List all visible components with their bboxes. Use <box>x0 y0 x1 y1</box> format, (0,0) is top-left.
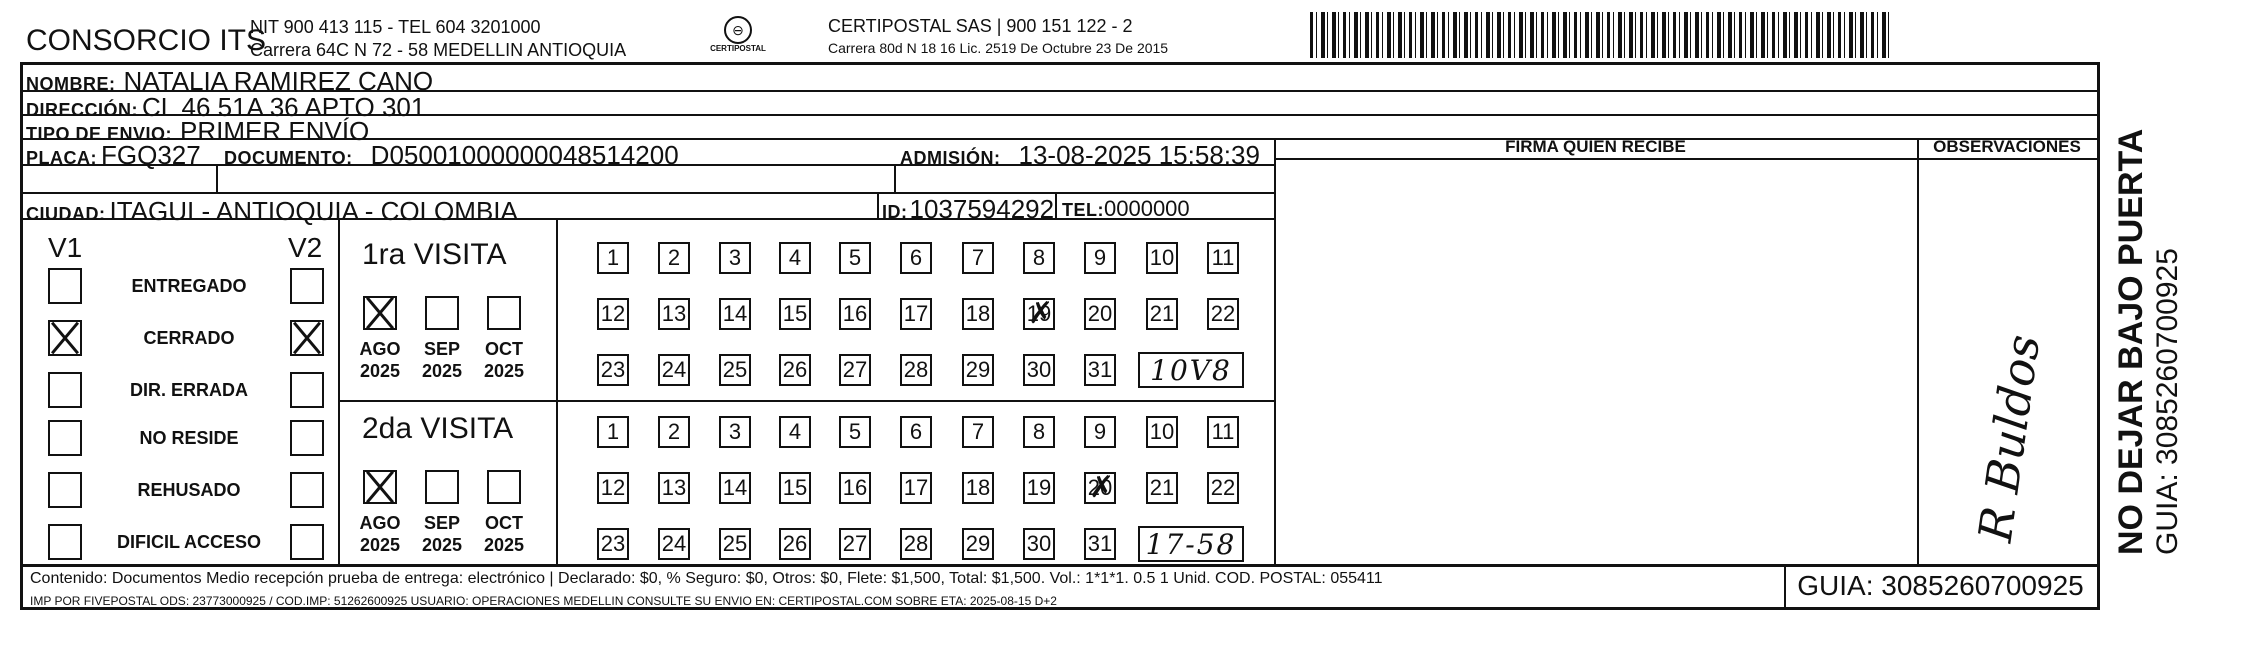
city-value: ITAGUI - ANTIOQUIA - COLOMBIA <box>109 196 518 226</box>
admission-value: 13-08-2025 15:58:39 <box>1018 140 1260 170</box>
year-label: 2025 <box>483 361 525 381</box>
v2-checkbox-2[interactable] <box>290 320 324 356</box>
reason-label: CERRADO <box>143 328 235 348</box>
month-label: OCT <box>485 513 523 533</box>
day-box[interactable]: 1 <box>597 242 629 274</box>
handwritten-time: 17-58 <box>1138 526 1244 562</box>
nit-line: NIT 900 413 115 - TEL 604 3201000 <box>250 17 541 37</box>
month-label: AGO <box>359 513 401 533</box>
id-label: ID: <box>882 202 908 222</box>
day-box[interactable]: 28 <box>900 528 932 560</box>
day-box[interactable]: 19 <box>1023 472 1055 504</box>
day-box[interactable]: 5 <box>839 242 871 274</box>
day-box[interactable]: 8 <box>1023 242 1055 274</box>
day-box[interactable]: 30 <box>1023 354 1055 386</box>
day-box[interactable]: 2 <box>658 242 690 274</box>
reason-label: DIFICIL ACCESO <box>116 532 261 552</box>
v1-checkbox-4[interactable] <box>48 420 82 456</box>
id-value: 1037594292 <box>909 194 1055 224</box>
day-box[interactable]: 24 <box>658 354 690 386</box>
observations-header: OBSERVACIONES <box>1933 137 2081 156</box>
company-name: CONSORCIO ITS <box>26 24 267 57</box>
v2-checkbox-1[interactable] <box>290 268 324 304</box>
day-box[interactable]: 30 <box>1023 528 1055 560</box>
day-box[interactable]: 26 <box>779 528 811 560</box>
visit-title: 1ra VISITA <box>362 238 507 271</box>
day-box[interactable]: 31 <box>1084 354 1116 386</box>
day-box[interactable]: 16 <box>839 298 871 330</box>
day-box[interactable]: 4 <box>779 242 811 274</box>
v1-checkbox-2[interactable] <box>48 320 82 356</box>
day-box[interactable]: 1 <box>597 416 629 448</box>
year-label: 2025 <box>359 361 401 381</box>
v2-checkbox-4[interactable] <box>290 420 324 456</box>
v1-label: V1 <box>48 232 83 263</box>
month-year-label <box>474 512 534 556</box>
day-box[interactable]: 18 <box>962 298 994 330</box>
plate-value: FGQ327 <box>101 140 201 170</box>
v1-checkbox-1[interactable] <box>48 268 82 304</box>
visit-title: 2da VISITA <box>362 412 514 445</box>
reason-label: NO RESIDE <box>139 428 239 448</box>
day-box[interactable]: 11 <box>1207 242 1239 274</box>
tel-row <box>1062 196 1190 222</box>
side-guide: GUIA: 3085260700925 <box>2151 248 2184 555</box>
admission-row <box>900 140 1260 171</box>
year-label: 2025 <box>483 535 525 555</box>
imp-line: IMP POR FIVEPOSTAL ODS: 23773000925 / COD.IMP: 51262600925 USUARIO: OPERACIONES MEDELLIN CONSULTE SU ENVIO EN: CERTIPOSTAL.COM SOBRE ETA: 2025-08-15 D+2 <box>30 594 1057 608</box>
handwritten-time: 10V8 <box>1138 352 1244 388</box>
month-year-label <box>412 512 472 556</box>
day-box[interactable]: 19 ✗ <box>1023 298 1055 330</box>
day-box[interactable]: 26 <box>779 354 811 386</box>
side-instruction: NO DEJAR BAJO PUERTA <box>2112 128 2150 555</box>
year-label: 2025 <box>421 535 463 555</box>
address-label: DIRECCIÓN: <box>26 100 138 120</box>
v2-label: V2 <box>288 232 323 263</box>
shipping-type-label: TIPO DE ENVIO: <box>26 124 173 144</box>
day-box[interactable]: 24 <box>658 528 690 560</box>
day-box[interactable]: 9 <box>1084 416 1116 448</box>
day-box[interactable]: 17 <box>900 298 932 330</box>
v2-checkbox-6[interactable] <box>290 524 324 560</box>
day-box[interactable]: 12 <box>597 298 629 330</box>
day-box[interactable]: 3 <box>719 242 751 274</box>
day-box[interactable]: 10 <box>1146 242 1178 274</box>
handwritten-signature: R Buldos <box>1967 331 2051 546</box>
day-box[interactable]: 5 <box>839 416 871 448</box>
month-label: SEP <box>423 339 461 359</box>
day-box[interactable]: 15 <box>779 472 811 504</box>
day-box[interactable]: 25 <box>719 528 751 560</box>
day-box[interactable]: 10 <box>1146 416 1178 448</box>
month-checkbox[interactable] <box>363 470 397 504</box>
reason-label: ENTREGADO <box>131 276 247 296</box>
recipient-name: NATALIA RAMIREZ CANO <box>123 66 434 96</box>
logo-seal-icon: ⊖ <box>724 16 752 44</box>
day-box[interactable]: 16 <box>839 472 871 504</box>
month-year-label <box>350 512 410 556</box>
day-box[interactable]: 28 <box>900 354 932 386</box>
day-box[interactable]: 18 <box>962 472 994 504</box>
day-box[interactable]: 6 <box>900 416 932 448</box>
company-address: Carrera 64C N 72 - 58 MEDELLIN ANTIOQUIA <box>250 40 627 60</box>
month-label: SEP <box>423 513 461 533</box>
day-box[interactable]: 7 <box>962 242 994 274</box>
day-box[interactable]: 29 <box>962 528 994 560</box>
day-box[interactable]: 20 <box>1084 298 1116 330</box>
document-row <box>224 140 679 171</box>
month-checkbox[interactable] <box>487 470 521 504</box>
day-box[interactable]: 6 <box>900 242 932 274</box>
plate-row <box>26 140 201 171</box>
id-row <box>882 194 1054 225</box>
day-box[interactable]: 27 <box>839 528 871 560</box>
content-line: Contenido: Documentos Medio recepción prueba de entrega: electrónico | Declarado: $0, % Seguro: $0, Otros: $0, Flete: $1,500, Total: $1,500. Vol.: 1*1*1. 0.5 1 Unid. COD. POSTAL: 055411 <box>30 570 1383 587</box>
day-box[interactable]: 11 <box>1207 416 1239 448</box>
logo-text: CERTIPOSTAL <box>710 44 766 53</box>
day-box[interactable]: 23 <box>597 354 629 386</box>
month-checkbox[interactable] <box>487 296 521 330</box>
day-box[interactable]: 20 ✗ <box>1084 472 1116 504</box>
day-box[interactable]: 13 <box>658 298 690 330</box>
recipient-address: CL 46 51A 36 APTO 301 <box>142 92 426 122</box>
footer-guide: GUIA: 3085260700925 <box>1797 570 2084 601</box>
certipostal-logo <box>706 16 770 53</box>
month-checkbox[interactable] <box>363 296 397 330</box>
document-value: D05001000000048514200 <box>370 140 679 170</box>
v2-checkbox-5[interactable] <box>290 472 324 508</box>
month-label: OCT <box>485 339 523 359</box>
day-box[interactable]: 29 <box>962 354 994 386</box>
document-label: DOCUMENTO: <box>224 148 353 168</box>
day-box[interactable]: 14 <box>719 298 751 330</box>
day-box[interactable]: 27 <box>839 354 871 386</box>
day-box[interactable]: 13 <box>658 472 690 504</box>
v1-checkbox-3[interactable] <box>48 372 82 408</box>
reason-label: DIR. ERRADA <box>129 380 248 400</box>
side-text <box>2112 129 2185 555</box>
plate-label: PLACA: <box>26 148 97 168</box>
admission-label: ADMISIÓN: <box>900 148 1001 168</box>
shipping-type: PRIMER ENVÍO <box>180 116 370 146</box>
courier-address: Carrera 80d N 18 16 Lic. 2519 De Octubre 23 De 2015 <box>828 40 1169 56</box>
signature-header: FIRMA QUIEN RECIBE <box>1505 137 1686 156</box>
day-box[interactable]: 15 <box>779 298 811 330</box>
day-box[interactable]: 4 <box>779 416 811 448</box>
day-box[interactable]: 12 <box>597 472 629 504</box>
v1-checkbox-5[interactable] <box>48 472 82 508</box>
day-box[interactable]: 21 <box>1146 472 1178 504</box>
year-label: 2025 <box>421 361 463 381</box>
v2-checkbox-3[interactable] <box>290 372 324 408</box>
day-box[interactable]: 9 <box>1084 242 1116 274</box>
tel-value: 0000000 <box>1104 196 1190 221</box>
day-box[interactable]: 31 <box>1084 528 1116 560</box>
day-box[interactable]: 7 <box>962 416 994 448</box>
month-checkbox[interactable] <box>425 470 459 504</box>
tel-label: TEL: <box>1062 200 1104 220</box>
barcode <box>1310 12 1890 58</box>
name-label: NOMBRE: <box>26 74 116 94</box>
month-year-label <box>350 338 410 382</box>
day-box[interactable]: 14 <box>719 472 751 504</box>
day-box[interactable]: 22 <box>1207 472 1239 504</box>
day-box[interactable]: 22 <box>1207 298 1239 330</box>
v1-checkbox-6[interactable] <box>48 524 82 560</box>
month-year-label <box>474 338 534 382</box>
month-checkbox[interactable] <box>425 296 459 330</box>
city-row <box>26 196 518 227</box>
month-year-label <box>412 338 472 382</box>
day-box[interactable]: 23 <box>597 528 629 560</box>
day-box[interactable]: 17 <box>900 472 932 504</box>
city-label: CIUDAD: <box>26 204 106 224</box>
day-box[interactable]: 2 <box>658 416 690 448</box>
day-box[interactable]: 25 <box>719 354 751 386</box>
day-box[interactable]: 8 <box>1023 416 1055 448</box>
month-label: AGO <box>359 339 401 359</box>
courier-line: CERTIPOSTAL SAS | 900 151 122 - 2 <box>828 16 1133 36</box>
reason-label: REHUSADO <box>137 480 241 500</box>
day-box[interactable]: 3 <box>719 416 751 448</box>
year-label: 2025 <box>359 535 401 555</box>
day-box[interactable]: 21 <box>1146 298 1178 330</box>
